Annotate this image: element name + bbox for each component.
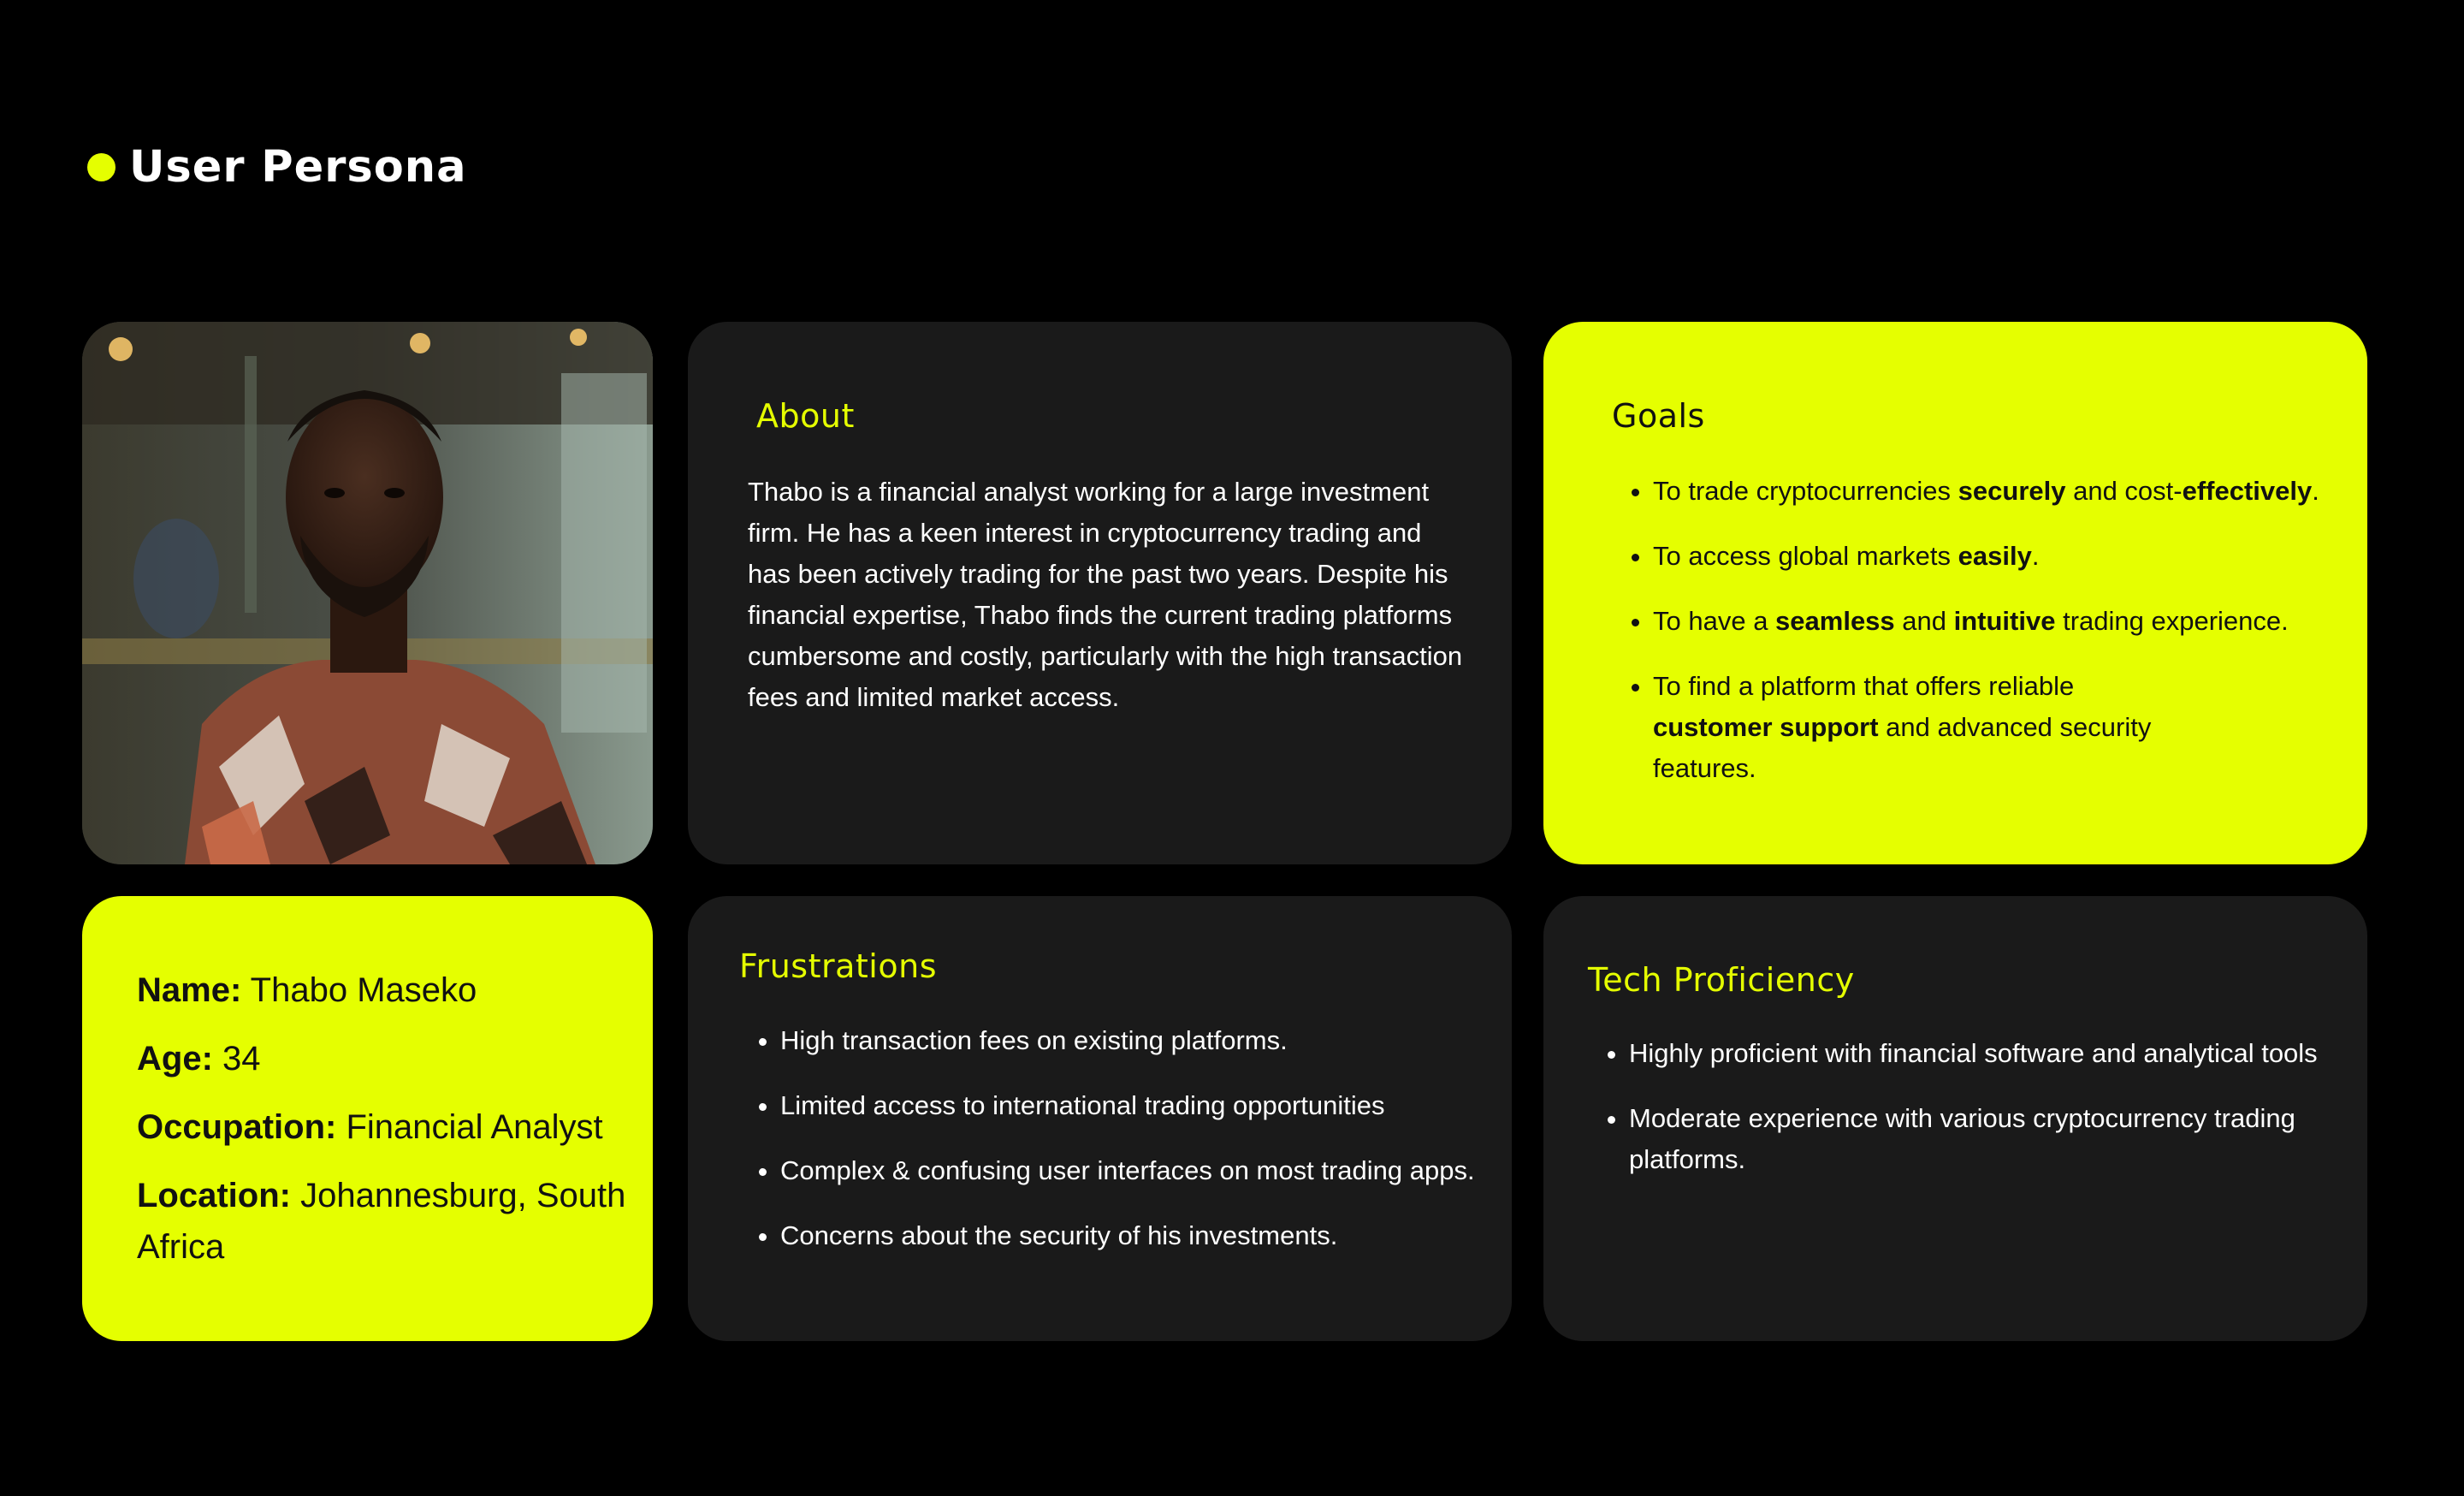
list-item: • To find a platform that offers reliable customer support and advanced security features.	[1653, 666, 2200, 789]
page-header	[87, 142, 467, 193]
frustrations-list	[739, 1020, 1499, 1256]
frustrations-title: Frustrations	[739, 947, 937, 985]
list-item: • To have a seamless and intuitive trading experience.	[1653, 601, 2354, 642]
persona-info-card	[82, 896, 653, 1341]
goals-title: Goals	[1612, 397, 1705, 435]
tech-proficiency-card	[1543, 896, 2367, 1341]
occupation-row: Occupation: Financial Analyst	[137, 1108, 603, 1146]
list-item: • Complex & confusing user interfaces on most trading apps.	[780, 1150, 1499, 1191]
title-dot-icon	[87, 153, 116, 181]
list-item: • Concerns about the security of his investments.	[780, 1215, 1499, 1256]
age-row: Age: 34	[137, 1040, 261, 1077]
list-item: • To trade cryptocurrencies securely and cost-effectively.	[1653, 471, 2354, 512]
location-row: Location: Johannesburg, South Africa	[137, 1177, 626, 1266]
list-item: • Moderate experience with various cryptocurrency trading platforms.	[1629, 1098, 2356, 1180]
list-item: • Highly proficient with financial software and analytical tools	[1629, 1033, 2356, 1074]
tech-proficiency-list	[1588, 1033, 2356, 1180]
name-row: Name: Thabo Maseko	[137, 971, 477, 1009]
list-item: • Limited access to international trading opportunities	[780, 1085, 1499, 1126]
list-item: • High transaction fees on existing platforms.	[780, 1020, 1499, 1061]
frustrations-card	[688, 896, 1512, 1341]
persona-info-list	[137, 965, 633, 1290]
about-text: Thabo is a financial analyst working for a large investment firm. He has a keen interest in cryptocurrency trading and has been actively trading for the past two years. Despite his financial expertise, Thabo finds the current trading platforms cumbersome and costly, particularly with the high transaction fees and limited market access.	[748, 477, 1463, 712]
list-item: • To access global markets easily.	[1653, 536, 2354, 577]
goals-list	[1612, 471, 2354, 789]
tech-proficiency-title: Tech Proficiency	[1588, 961, 1855, 999]
about-title: About	[756, 397, 855, 435]
page-title: User Persona	[129, 142, 467, 193]
goals-card	[1543, 322, 2367, 864]
about-card	[688, 322, 1512, 864]
persona-photo	[82, 322, 653, 864]
persona-photo-icon	[82, 322, 653, 864]
